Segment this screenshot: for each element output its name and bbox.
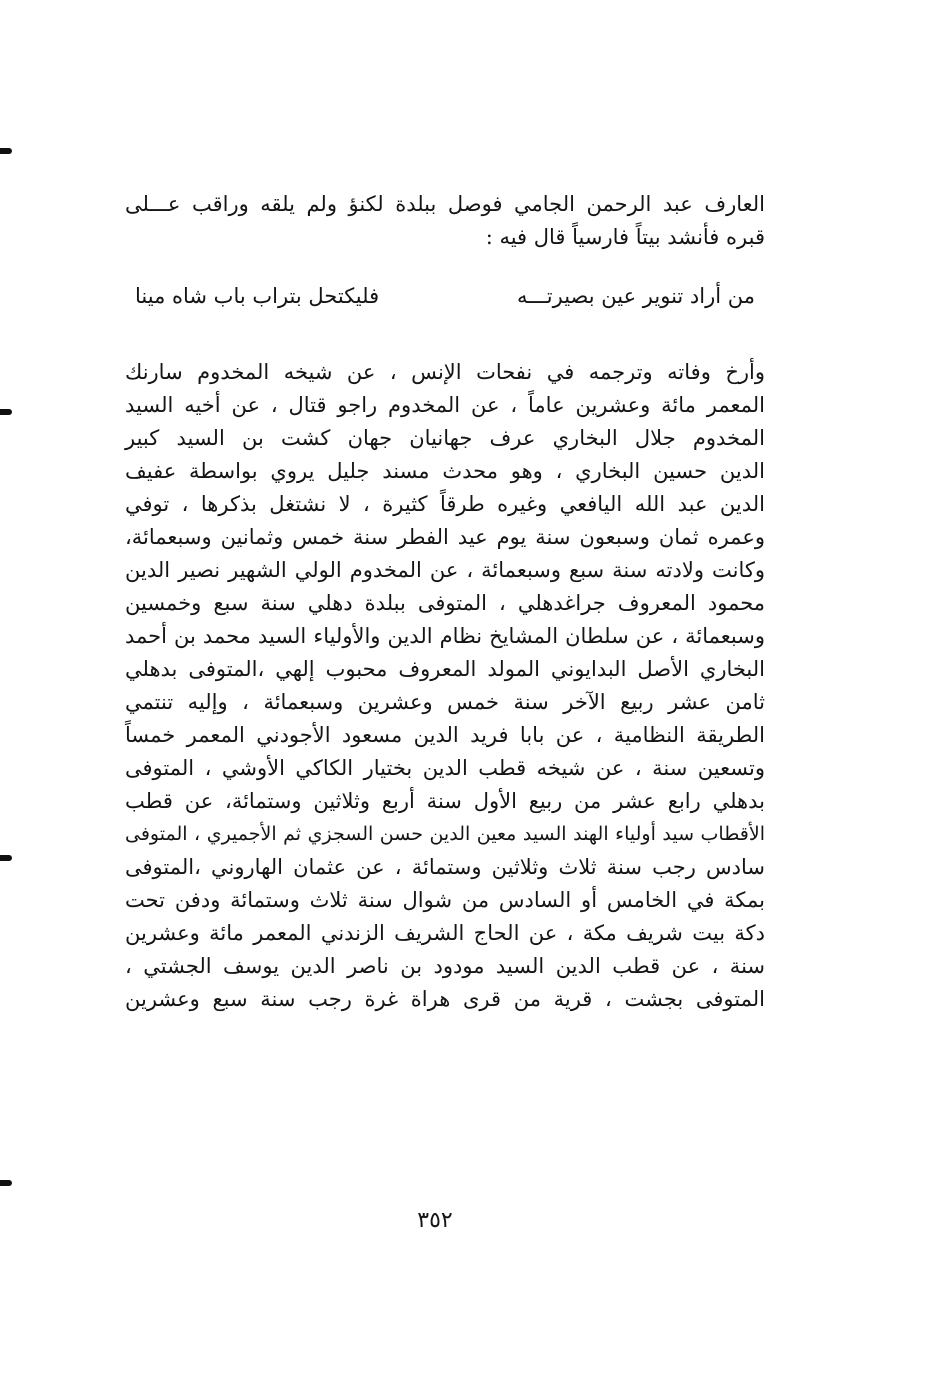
margin-mark	[0, 409, 12, 415]
text-line: البخاري الأصل البدايوني المولد المعروف محبوب إلهي ،المتوفى بدهلي	[125, 657, 765, 681]
text-line: قبره فأنشد بيتاً فارسياً قال فيه :	[485, 225, 765, 249]
text-line: المخدوم جلال البخاري عرف جهانيان جهان كشت بن السيد كبير	[125, 426, 765, 450]
margin-mark	[0, 148, 12, 154]
text-line: وعمره ثمان وسبعون سنة يوم عيد الفطر سنة خمس وثمانين وسبعمائة،	[125, 525, 765, 549]
text-line: وكانت ولادته سنة سبع وسبعمائة ، عن المخدوم الولي الشهير نصير الدين	[125, 558, 765, 582]
text-line: الأقطاب سيد أولياء الهند السيد معين الدين حسن السجزي ثم الأجميري ، المتوفى	[125, 823, 765, 845]
text-line: وسبعمائة ، عن سلطان المشايخ نظام الدين والأولياء السيد محمد بن أحمد	[125, 624, 765, 648]
text-line: المتوفى بجشت ، قرية من قرى هراة غرة رجب سنة سبع وعشرين	[125, 987, 765, 1011]
text-line: الطريقة النظامية ، عن بابا فريد الدين مسعود الأجودني المعمر خمساً	[125, 723, 765, 747]
intro-paragraph	[125, 188, 765, 254]
text-line: الدين حسين البخاري ، وهو محدث مسند جليل يروي بواسطة عفيف	[125, 459, 765, 483]
text-line: سنة ، عن قطب الدين السيد مودود بن ناصر الدين يوسف الجشتي ،	[125, 954, 765, 978]
page-number: ٣٥٢	[417, 1208, 453, 1233]
verse-second-hemistich: فليكتحل بتراب باب شاه مينا	[135, 284, 380, 308]
body-paragraph	[125, 356, 765, 1016]
text-line: سادس رجب سنة ثلاث وثلاثين وستمائة ، عن عثمان الهاروني ،المتوفى	[125, 855, 765, 879]
text-line: وتسعين سنة ، عن شيخه قطب الدين بختيار الكاكي الأوشي ، المتوفى	[125, 756, 765, 780]
margin-mark	[0, 855, 12, 861]
text-line: دكة بيت شريف مكة ، عن الحاج الشريف الزندني المعمر مائة وعشرين	[125, 921, 765, 945]
text-line: بدهلي رابع عشر من ربيع الأول سنة أربع وثلاثين وستمائة، عن قطب	[125, 789, 765, 813]
text-line: العارف عبد الرحمن الجامي فوصل ببلدة لكنؤ ولم يلقه وراقب عـــلى	[125, 192, 765, 216]
margin-mark	[0, 1180, 12, 1186]
text-line: بمكة في الخامس أو السادس من شوال سنة ثلاث وستمائة ودفن تحت	[125, 888, 765, 912]
text-line: وأرخ وفاته وترجمه في نفحات الإنس ، عن شيخه المخدوم سارنك	[125, 360, 765, 384]
verse-first-hemistich: من أراد تنوير عين بصيرتـــه	[517, 284, 755, 308]
text-line: ثامن عشر ربيع الآخر سنة خمس وعشرين وسبعمائة ، وإليه تنتمي	[125, 690, 765, 714]
text-line: المعمر مائة وعشرين عاماً ، عن المخدوم راجو قتال ، عن أخيه السيد	[125, 393, 765, 417]
text-line: محمود المعروف جراغدهلي ، المتوفى ببلدة دهلي سنة سبع وخمسين	[125, 591, 765, 615]
verse	[125, 278, 765, 314]
text-line: الدين عبد الله اليافعي وغيره طرقاً كثيرة ، لا نشتغل بذكرها ، توفي	[125, 492, 765, 516]
